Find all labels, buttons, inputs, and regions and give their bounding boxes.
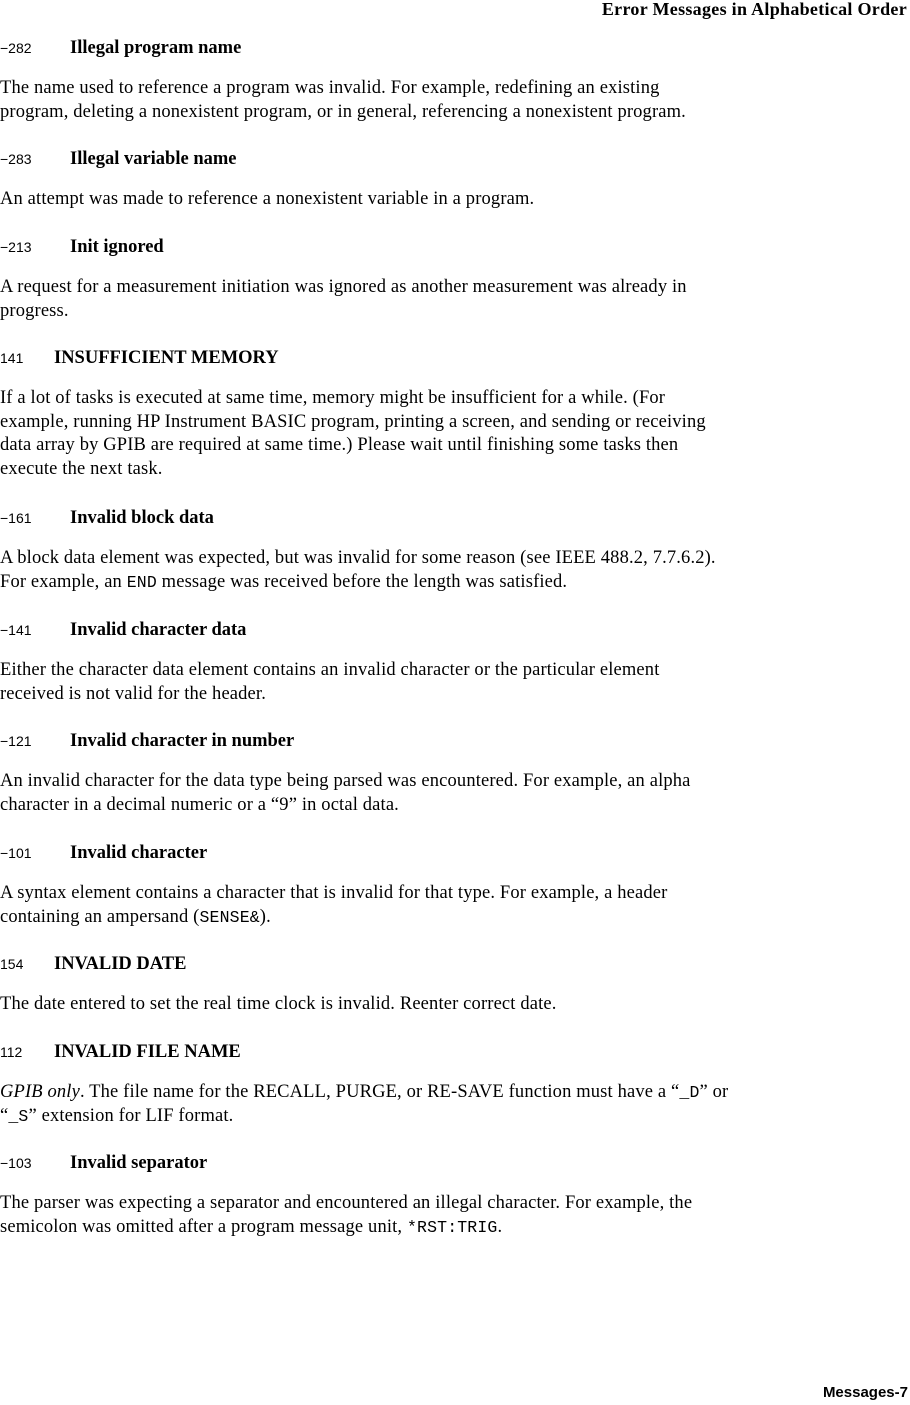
gpib-only-note: GPIB only (0, 1082, 80, 1102)
error-title: Init ignored (70, 237, 164, 257)
error-description (0, 547, 905, 594)
description-line: An attempt was made to reference a nonexistent variable in a program. (0, 189, 535, 209)
error-code: 154 (0, 956, 24, 972)
description-line: received is not valid for the header. (0, 683, 266, 704)
error-code: 112 (0, 1044, 23, 1060)
inline-code: _S (8, 1106, 29, 1126)
error-code: −213 (0, 239, 32, 255)
error-description (0, 1081, 905, 1128)
description-line: progress. (0, 300, 69, 321)
error-title: INSUFFICIENT MEMORY (54, 348, 279, 368)
error-code: −282 (0, 40, 32, 56)
error-code: −283 (0, 151, 32, 167)
error-code: 141 (0, 350, 24, 366)
error-code: −121 (0, 733, 32, 749)
error-description (0, 770, 905, 817)
error-title: Illegal variable name (70, 149, 237, 169)
error-description (0, 276, 905, 323)
error-description (0, 188, 905, 212)
page-number: Messages-7 (822, 1384, 908, 1401)
error-description (0, 387, 905, 481)
description-line: If a lot of tasks is executed at same time, memory might be insufficient for a while. (For (0, 388, 666, 408)
error-code: −101 (0, 845, 32, 861)
error-description (0, 77, 905, 124)
description-line: character in a decimal numeric or a “9” in octal data. (0, 794, 399, 815)
page-header: Error Messages in Alphabetical Order (601, 0, 907, 19)
error-title: Invalid character in number (70, 731, 295, 751)
description-line: Either the character data element contains an invalid character or the particular element (0, 660, 660, 680)
error-title: Invalid character (70, 843, 208, 863)
description-line: containing an ampersand (SENSE&). (0, 906, 271, 927)
description-line: The date entered to set the real time clock is invalid. Reenter correct date. (0, 994, 557, 1014)
inline-code: _D (679, 1083, 700, 1102)
description-line: program, deleting a nonexistent program, or in general, referencing a nonexistent program. (0, 101, 686, 122)
inline-code: END (126, 572, 157, 592)
description-line: A block data element was expected, but was invalid for some reason (see IEEE 488.2, 7.7.6.2). (0, 548, 716, 568)
description-line: A syntax element contains a character that is invalid for that type. For example, a header (0, 883, 668, 903)
description-line: execute the next task. (0, 458, 163, 479)
description-line: “_S” extension for LIF format. (0, 1105, 234, 1126)
error-description (0, 1192, 905, 1239)
description-line: GPIB only. The file name for the RECALL, PURGE, or RE-SAVE function must have a “_D” or (0, 1082, 729, 1102)
description-line: The parser was expecting a separator and encountered an illegal character. For example, the (0, 1193, 693, 1213)
error-title: Invalid character data (70, 620, 247, 640)
error-description (0, 882, 905, 929)
inline-code: *RST:TRIG (406, 1217, 498, 1237)
error-description (0, 659, 905, 706)
description-line: For example, an END message was received before the length was satisfied. (0, 571, 568, 592)
error-title: Illegal program name (70, 38, 242, 58)
description-line: A request for a measurement initiation was ignored as another measurement was already in (0, 277, 687, 297)
description-line: example, running HP Instrument BASIC program, printing a screen, and sending or receiving (0, 411, 706, 432)
description-line: The name used to reference a program was invalid. For example, redefining an existing (0, 78, 660, 98)
error-code: −103 (0, 1155, 32, 1171)
description-line: An invalid character for the data type being parsed was encountered. For example, an alpha (0, 771, 691, 791)
error-title: INVALID DATE (54, 954, 187, 974)
error-title: Invalid separator (70, 1153, 208, 1173)
inline-code: SENSE& (199, 907, 260, 927)
error-description (0, 993, 905, 1017)
description-line: data array by GPIB are required at same time.) Please wait until finishing some tasks then (0, 435, 679, 455)
error-code: −161 (0, 510, 32, 526)
error-title: Invalid block data (70, 508, 214, 528)
error-title: INVALID FILE NAME (54, 1042, 241, 1062)
description-line: semicolon was omitted after a program message unit, *RST:TRIG. (0, 1216, 503, 1237)
error-code: −141 (0, 622, 32, 638)
